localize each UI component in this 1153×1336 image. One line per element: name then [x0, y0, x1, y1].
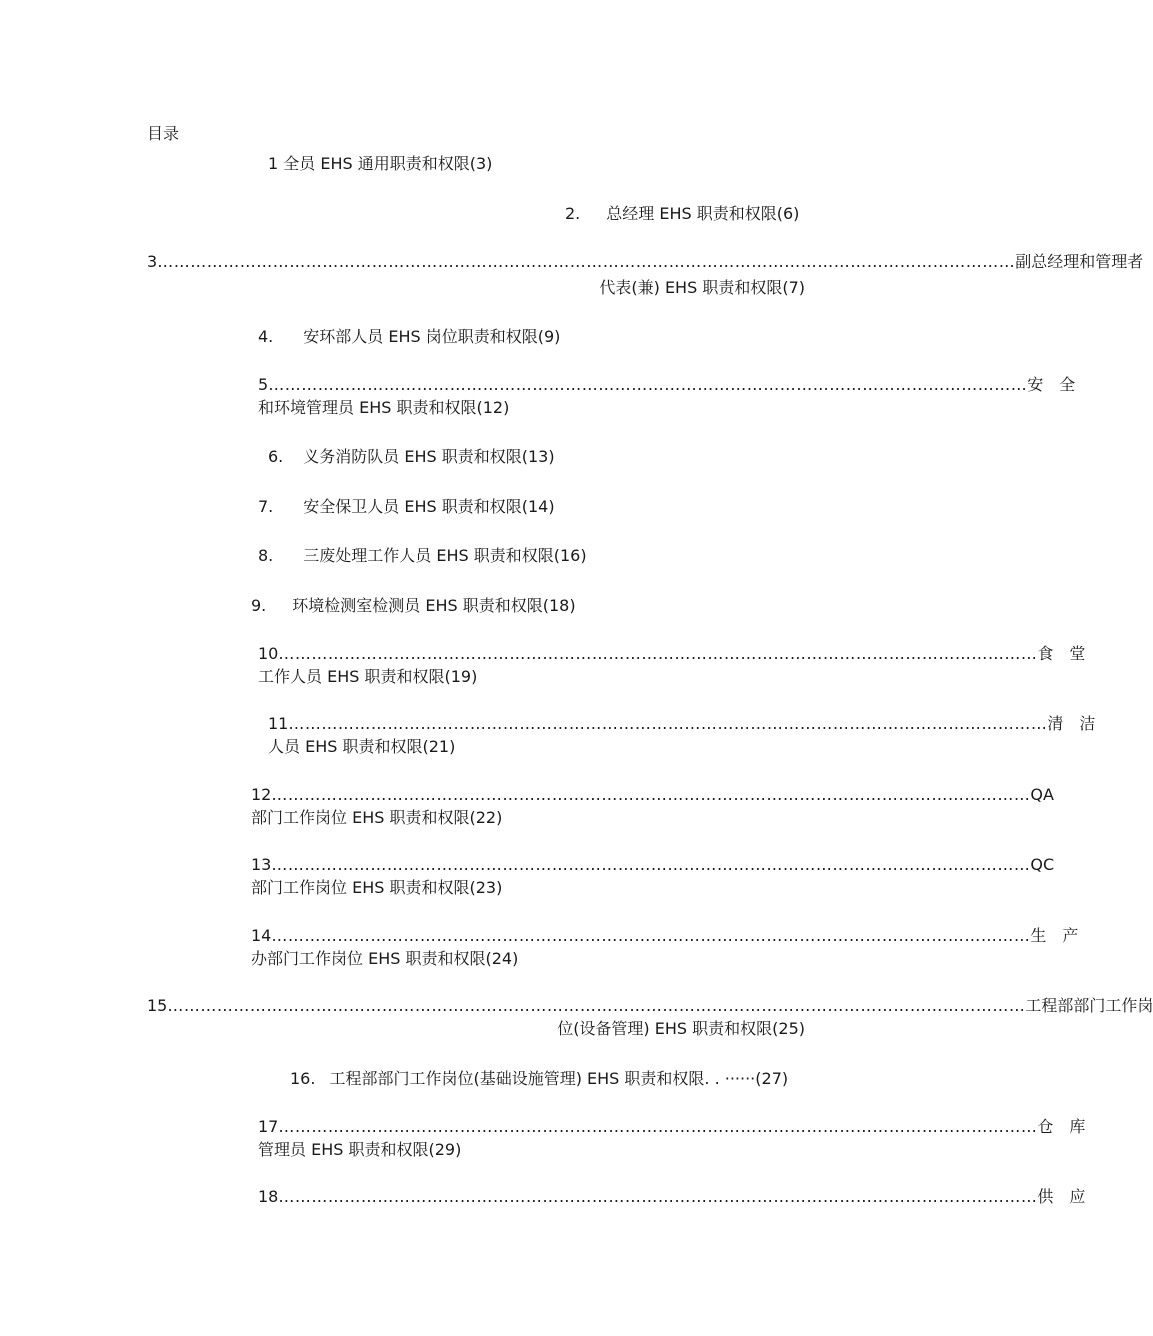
- toc-entry-number: 4.: [258, 327, 274, 346]
- toc-entry-number: 2.: [565, 204, 581, 223]
- toc-entry-number: 5: [258, 375, 269, 394]
- toc-entry-number: 16.: [290, 1069, 316, 1088]
- toc-entry-text: 义务消防队员 EHS 职责和权限(13): [303, 447, 555, 466]
- toc-entry-11-continuation: 人员 EHS 职责和权限(21): [268, 737, 456, 756]
- toc-leader-dots: …………………………………………………………………………………………………………………………………………: [157, 252, 1016, 271]
- toc-entry-number: 8.: [258, 546, 274, 565]
- toc-entry-number: 12: [251, 785, 272, 804]
- toc-entry-4[interactable]: [258, 326, 560, 348]
- toc-entry-text: 安全保卫人员 EHS 职责和权限(14): [303, 497, 555, 516]
- toc-entry-number: 13: [251, 855, 272, 874]
- toc-entry-text: 工程部部门工作岗: [1025, 996, 1153, 1015]
- toc-entry-6[interactable]: [268, 446, 555, 468]
- toc-entry-text: 三废处理工作人员 EHS 职责和权限(16): [303, 546, 587, 565]
- toc-entry-text: 生 产: [1030, 926, 1079, 945]
- toc-entry-7[interactable]: [258, 496, 555, 518]
- toc-entry-17-continuation: 管理员 EHS 职责和权限(29): [258, 1140, 462, 1159]
- toc-entry-text: 副总经理和管理者: [1015, 252, 1144, 271]
- toc-entry-number: 15: [147, 996, 168, 1015]
- toc-entry-8[interactable]: [258, 545, 587, 567]
- toc-entry-number: 6.: [268, 447, 284, 466]
- toc-entry-text: 工程部部门工作岗位(基础设施管理) EHS 职责和权限. . ······(27): [329, 1069, 789, 1088]
- toc-entry-16[interactable]: [290, 1068, 788, 1090]
- toc-title: 目录: [147, 124, 180, 143]
- toc-entry-10-continuation: 工作人员 EHS 职责和权限(19): [258, 667, 478, 686]
- toc-entry-18[interactable]: [258, 1186, 1086, 1208]
- toc-entry-number: 14: [251, 926, 272, 945]
- toc-entry-text: 供 应: [1037, 1187, 1086, 1206]
- toc-entry-text: 安环部人员 EHS 岗位职责和权限(9): [303, 327, 561, 346]
- toc-entry-number: 17: [258, 1117, 279, 1136]
- toc-entry-12[interactable]: [251, 784, 1054, 806]
- toc-leader-dots: …………………………………………………………………………………………………………………………: [278, 644, 1038, 663]
- toc-leader-dots: …………………………………………………………………………………………………………………………………………: [167, 996, 1026, 1015]
- toc-entry-number: 3: [147, 252, 158, 271]
- toc-leader-dots: …………………………………………………………………………………………………………………………: [288, 714, 1048, 733]
- toc-leader-dots: …………………………………………………………………………………………………………………………: [278, 1117, 1038, 1136]
- toc-entry-1[interactable]: [268, 153, 492, 175]
- toc-entry-9[interactable]: [251, 595, 576, 617]
- toc-entry-14[interactable]: [251, 925, 1079, 947]
- toc-entry-text: 总经理 EHS 职责和权限(6): [606, 204, 800, 223]
- toc-entry-number: 7.: [258, 497, 274, 516]
- toc-leader-dots: …………………………………………………………………………………………………………………………: [278, 1187, 1038, 1206]
- toc-leader-dots: …………………………………………………………………………………………………………………………: [271, 855, 1031, 874]
- toc-entry-2[interactable]: [565, 203, 799, 225]
- toc-entry-number: 9.: [251, 596, 267, 615]
- toc-entry-15[interactable]: [147, 995, 1153, 1017]
- toc-entry-text: 安 全: [1027, 375, 1076, 394]
- toc-entry-text: QC: [1030, 855, 1055, 874]
- toc-entry-12-continuation: 部门工作岗位 EHS 职责和权限(22): [251, 808, 503, 827]
- toc-entry-5-continuation: 和环境管理员 EHS 职责和权限(12): [258, 398, 510, 417]
- toc-entry-13-continuation: 部门工作岗位 EHS 职责和权限(23): [251, 878, 503, 897]
- toc-leader-dots: …………………………………………………………………………………………………………………………: [268, 375, 1028, 394]
- toc-entry-10[interactable]: [258, 643, 1086, 665]
- toc-leader-dots: …………………………………………………………………………………………………………………………: [271, 785, 1031, 804]
- toc-entry-text: 清 洁: [1047, 714, 1096, 733]
- toc-entry-14-continuation: 办部门工作岗位 EHS 职责和权限(24): [251, 949, 519, 968]
- toc-entry-5[interactable]: [258, 374, 1076, 396]
- toc-entry-11[interactable]: [268, 713, 1096, 735]
- toc-entry-number: 10: [258, 644, 279, 663]
- toc-entry-3-continuation: 代表(兼) EHS 职责和权限(7): [599, 278, 805, 297]
- toc-entry-15-continuation: 位(设备管理) EHS 职责和权限(25): [557, 1019, 805, 1038]
- toc-entry-13[interactable]: [251, 854, 1055, 876]
- toc-entry-text: 食 堂: [1037, 644, 1086, 663]
- toc-entry-text: QA: [1030, 785, 1054, 804]
- toc-entry-text: 环境检测室检测员 EHS 职责和权限(18): [292, 596, 576, 615]
- toc-entry-17[interactable]: [258, 1116, 1086, 1138]
- toc-entry-number: 1: [268, 154, 279, 173]
- toc-entry-number: 18: [258, 1187, 279, 1206]
- toc-entry-number: 11: [268, 714, 289, 733]
- toc-leader-dots: …………………………………………………………………………………………………………………………: [271, 926, 1031, 945]
- toc-entry-3[interactable]: [147, 251, 1144, 273]
- toc-entry-text: 全员 EHS 通用职责和权限(3): [283, 154, 493, 173]
- toc-entry-text: 仓 库: [1037, 1117, 1086, 1136]
